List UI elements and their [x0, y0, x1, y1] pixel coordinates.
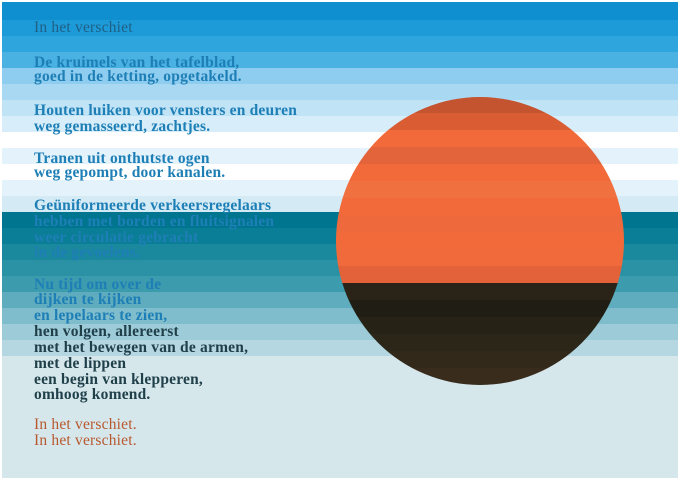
poem-line: Nu tijd om over de — [34, 276, 162, 293]
poem-line: in de gevoelens. — [34, 244, 141, 261]
poem-line: Houten luiken voor vensters en deuren — [34, 102, 298, 119]
poem-line: met de lippen — [34, 355, 127, 372]
poem-line: Geüniformeerde verkeersregelaars — [34, 197, 272, 214]
poem-closing-line: In het verschiet. — [34, 416, 137, 433]
poem-poster — [2, 2, 678, 478]
poem-line: met het bewegen van de armen, — [34, 339, 249, 356]
poem-line: weer circulatie gebracht — [34, 229, 199, 246]
poem-line: hen volgen, allereerst — [34, 323, 179, 340]
poem-line: hebben met borden en fluitsignalen — [34, 213, 275, 230]
poem-line: een begin van klepperen, — [34, 371, 204, 388]
poem-line: omhoog komend. — [34, 386, 151, 403]
poem-line: goed in de ketting, opgetakeld. — [34, 68, 242, 85]
poem-closing-line: In het verschiet. — [34, 432, 137, 449]
poem-line: dijken te kijken — [34, 291, 142, 308]
poem-line: weg gemasseerd, zachtjes. — [34, 118, 211, 135]
poem-line: weg gepompt, door kanalen. — [34, 164, 226, 181]
poem-line: en lepelaars te zien, — [34, 307, 168, 324]
poem-line: Tranen uit onthutste ogen — [34, 150, 210, 167]
poem-line: De kruimels van het tafelblad, — [34, 54, 240, 71]
poem-title: In het verschiet — [34, 19, 133, 36]
poem-text — [2, 2, 678, 478]
